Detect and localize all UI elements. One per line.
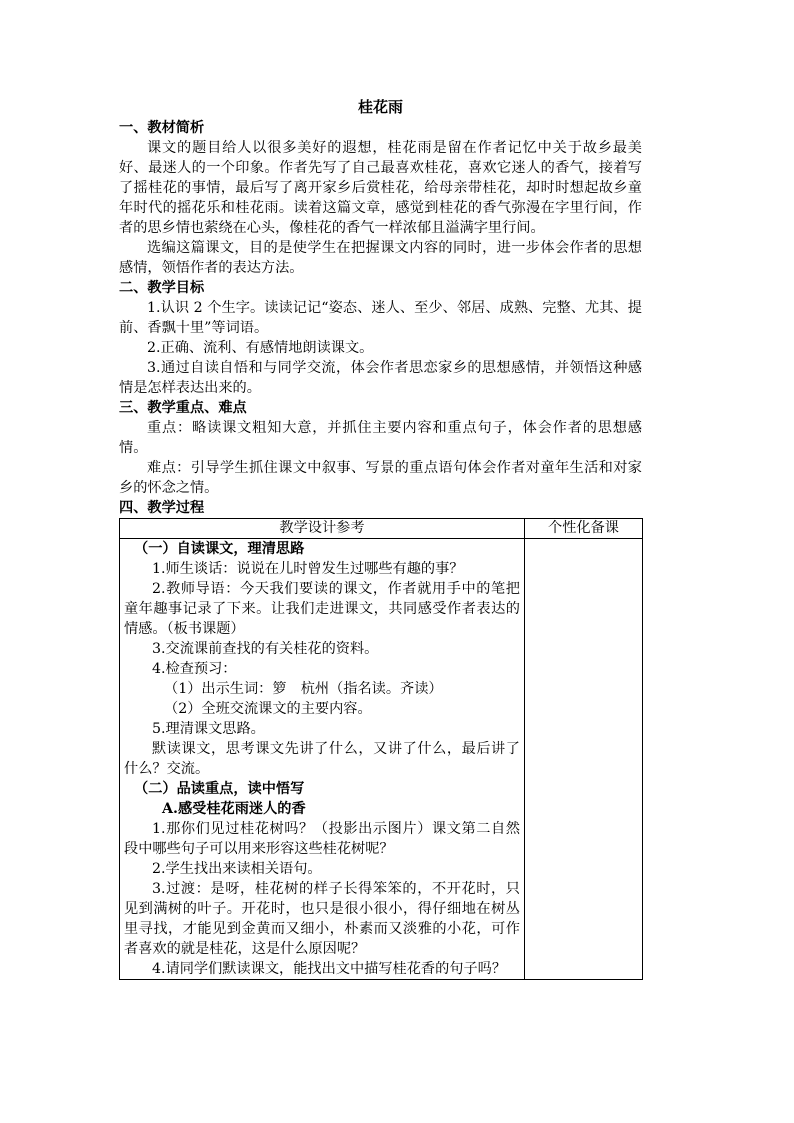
column-header-personal: 个性化备课 bbox=[525, 519, 643, 539]
section-teaching-process bbox=[119, 498, 642, 980]
lesson-plan-table bbox=[119, 518, 643, 980]
goal-item: 3.通过自读自悟和与同学交流，体会作者思恋家乡的思想感情，并领悟这种感情是怎样表达出来的。 bbox=[119, 360, 642, 396]
sub-heading: A.感受桂花雨迷人的香 bbox=[162, 801, 306, 817]
step-line: 默读课文，思考课文先讲了什么，又讲了什么，最后讲了什么？交流。 bbox=[124, 741, 520, 777]
step-line: 4.检查预习： bbox=[152, 661, 237, 677]
table-row bbox=[120, 539, 643, 980]
table-header-row bbox=[120, 519, 643, 539]
section-key-points bbox=[119, 398, 642, 498]
step-line: 1.师生谈话：说说在儿时曾发生过哪些有趣的事？ bbox=[152, 561, 464, 577]
document-title: 桂花雨 bbox=[357, 98, 403, 116]
part-heading: （二）品读重点，读中悟写 bbox=[134, 781, 305, 797]
sub-step-line: （2）全班交流课文的主要内容。 bbox=[164, 701, 372, 717]
goal-item: 2.正确、流利、有感情地朗读课文。 bbox=[147, 340, 374, 356]
step-line: 2.学生找出来读相关语句。 bbox=[152, 861, 322, 877]
sub-step-line: （1）出示生词：箩 杭州（指名读。齐读） bbox=[164, 681, 443, 697]
paragraph: 难点：引导学生抓住课文中叙事、写景的重点语句体会作者对童年生活和对家乡的怀念之情。 bbox=[119, 460, 642, 496]
design-cell bbox=[120, 539, 525, 980]
goal-item: 1.认识 2 个生字。读读记记“姿态、迷人、至少、邻居、成熟、完整、尤其、提前、香飘十里”等词语。 bbox=[119, 300, 642, 336]
step-line: 1.那你们见过桂花树吗？（投影出示图片）课文第二自然段中哪些句子可以用来形容这些桂花树呢？ bbox=[124, 821, 520, 857]
paragraph: 重点：略读课文粗知大意，并抓住主要内容和重点句子，体会作者的思想感情。 bbox=[119, 420, 642, 456]
column-header-design: 教学设计参考 bbox=[120, 519, 525, 539]
step-line: 3.过渡：是呀，桂花树的样子长得笨笨的，不开花时，只见到满树的叶子。开花时，也只是很小很小，得仔细地在树丛里寻找，才能见到金黄而又细小，朴素而又淡雅的小花，可作者喜欢的就是桂花，这是什么原因呢？ bbox=[124, 881, 520, 957]
section-heading: 三、教学重点、难点 bbox=[119, 400, 247, 416]
section-textbook-analysis bbox=[119, 118, 642, 278]
part-heading: （一）自读课文，理清思路 bbox=[134, 541, 305, 557]
personal-notes-cell bbox=[525, 539, 643, 980]
document-page bbox=[119, 96, 642, 980]
step-line: 2.教师导语：今天我们要读的课文，作者就用手中的笔把童年趣事记录了下来。让我们走进课文，共同感受作者表达的情感。（板书课题） bbox=[124, 581, 520, 637]
step-line: 3.交流课前查找的有关桂花的资料。 bbox=[152, 641, 379, 657]
step-line: 4.请同学们默读课文，能找出文中描写桂花香的句子吗？ bbox=[152, 961, 507, 977]
step-line: 5.理清课文思路。 bbox=[152, 721, 265, 737]
section-heading: 一、教材简析 bbox=[119, 120, 205, 136]
section-heading: 四、教学过程 bbox=[119, 500, 205, 516]
section-heading: 二、教学目标 bbox=[119, 280, 205, 296]
paragraph: 课文的题目给人以很多美好的遐想，桂花雨是留在作者记忆中关于故乡最美好、最迷人的一个印象。作者先写了自己最喜欢桂花，喜欢它迷人的香气，接着写了摇桂花的事情，最后写了离开家乡后赏桂花，给母亲带桂花，却时时想起故乡童年时代的摇花乐和桂花雨。读着这篇文章，感觉到桂花的香气弥漫在字里行间，作者的思乡情也萦绕在心头，像桂花的香气一样浓郁且溢满字里行间。 bbox=[119, 140, 642, 236]
section-teaching-goals bbox=[119, 278, 642, 398]
paragraph: 选编这篇课文，目的是使学生在把握课文内容的同时，进一步体会作者的思想感情，领悟作者的表达方法。 bbox=[119, 240, 642, 276]
